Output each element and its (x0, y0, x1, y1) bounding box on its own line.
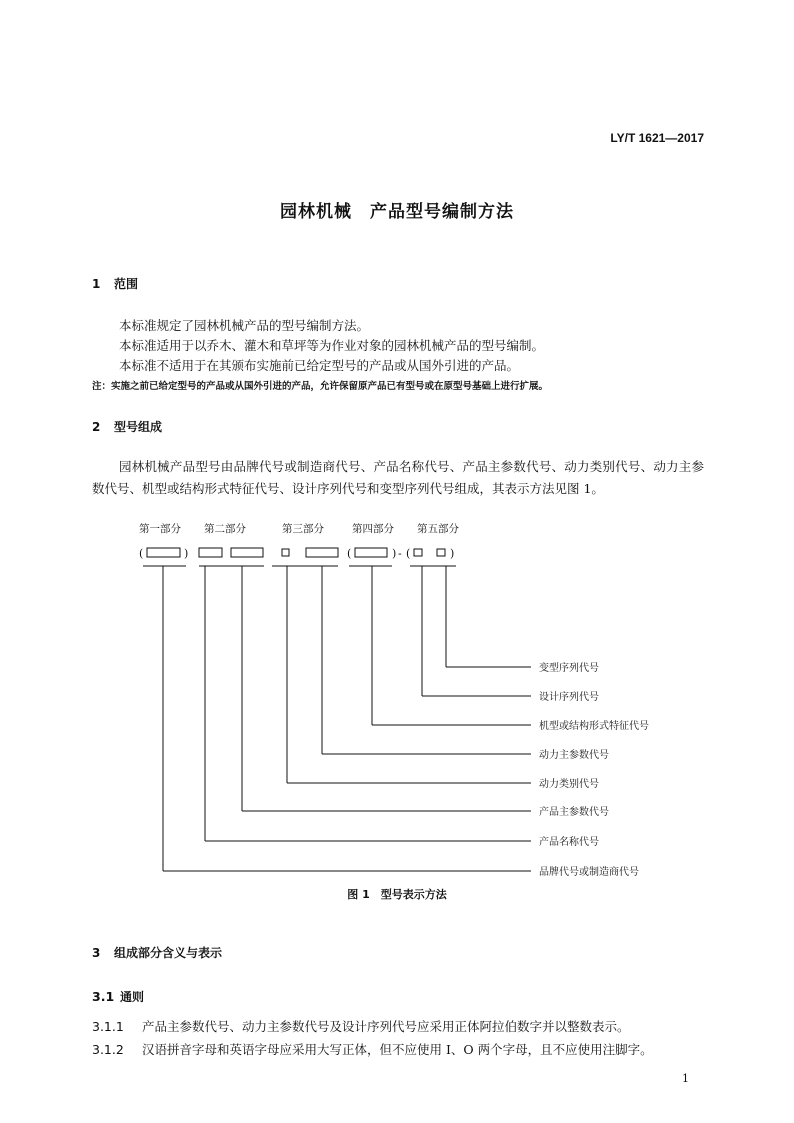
label-brand-code: 品牌代号或制造商代号 (539, 867, 639, 878)
label-power-main-param-code: 动力主参数代号 (539, 750, 609, 761)
code-box (437, 549, 445, 556)
code-box (414, 549, 422, 556)
section-3-heading (92, 944, 222, 961)
section-title: 范围 (114, 277, 139, 291)
subsection-number: 3.1 (92, 989, 115, 1004)
part-5-label: 第五部分 (417, 523, 459, 535)
part-1-label: 第一部分 (139, 523, 181, 535)
clause-3-1-2 (92, 1040, 653, 1058)
paragraph: 园林机械产品型号由品牌代号或制造商代号、产品名称代号、产品主参数代号、动力类别代号、动力主参数代号、机型或结构形式特征代号、设计序列代号和变型序列代号组成，其表示方法见图 1。 (92, 459, 704, 496)
section-title: 型号组成 (114, 420, 163, 434)
part-2-label: 第二部分 (204, 523, 246, 535)
label-power-type-code: 动力类别代号 (539, 779, 599, 790)
open-paren: ( (406, 547, 411, 560)
label-design-series-code: 设计序列代号 (539, 692, 599, 703)
paragraph: 本标准适用于以乔木、灌木和草坪等为作业对象的园林机械产品的型号编制。 (119, 338, 545, 353)
standard-number: LY/T 1621—2017 (610, 131, 704, 145)
section-number: 2 (92, 420, 101, 434)
clause-number: 3.1.1 (92, 1019, 124, 1034)
note: 注：实施之前已给定型号的产品或从国外引进的产品，允许保留原产品已有型号或在原型号基础上进行扩展。 (92, 381, 549, 392)
label-product-main-param-code: 产品主参数代号 (539, 807, 609, 818)
label-model-structure-code: 机型或结构形式特征代号 (539, 721, 649, 732)
close-paren: ) (392, 547, 397, 560)
close-paren: ) (184, 547, 189, 560)
section-number: 3 (92, 946, 101, 960)
code-box (355, 548, 387, 557)
clause-number: 3.1.2 (92, 1042, 124, 1057)
model-number-diagram (0, 510, 794, 880)
subsection-3-1-heading (92, 988, 144, 1005)
section-1-heading (92, 275, 138, 292)
code-box (199, 548, 222, 557)
page-number: 1 (682, 1072, 689, 1085)
section-title: 组成部分含义与表示 (114, 946, 223, 960)
code-box (306, 548, 338, 557)
section-2-heading (92, 418, 162, 435)
figure-caption: 图 1 型号表示方法 (347, 888, 447, 901)
part-4-label: 第四部分 (352, 523, 394, 535)
open-paren: ( (347, 547, 352, 560)
close-paren: ) (450, 547, 455, 560)
code-box (282, 549, 289, 556)
label-variant-series-code: 变型序列代号 (539, 663, 599, 674)
label-product-name-code: 产品名称代号 (539, 837, 599, 848)
clause-text: 汉语拼音字母和英语字母应采用大写正体，但不应使用 I、O 两个字母，且不应使用注脚字。 (142, 1042, 653, 1057)
paragraph: 本标准不适用于在其颁布实施前已给定型号的产品或从国外引进的产品。 (119, 358, 520, 373)
document-title: 园林机械 产品型号编制方法 (280, 202, 514, 222)
code-box (147, 548, 180, 557)
open-paren: ( (139, 547, 144, 560)
code-box (231, 548, 263, 557)
part-3-label: 第三部分 (282, 523, 324, 535)
paragraph: 本标准规定了园林机械产品的型号编制方法。 (119, 318, 370, 333)
clause-3-1-1 (92, 1017, 630, 1035)
clause-text: 产品主参数代号、动力主参数代号及设计序列代号应采用正体阿拉伯数字并以整数表示。 (142, 1019, 630, 1034)
section-number: 1 (92, 277, 101, 291)
dash: - (398, 547, 402, 560)
subsection-title: 通则 (120, 990, 145, 1004)
